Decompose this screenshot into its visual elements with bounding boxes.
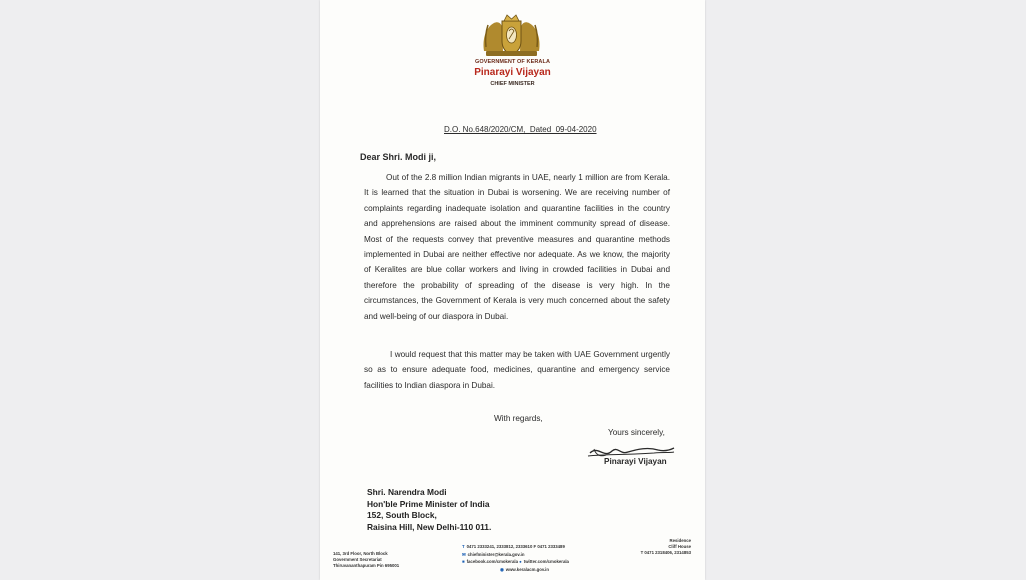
footer-office-line-2: Government Secretariat [333,557,382,562]
chief-minister-title: CHIEF MINISTER [490,81,535,87]
salutation: Dear Shri. Modi ji, [360,152,437,162]
footer-office-line-1: 141, 3rd Floor, North Block [333,551,388,556]
letter-page [320,0,705,580]
body-paragraph-1: Out of the 2.8 million Indian migrants in UAE, nearly 1 million are from Kerala. It is learned that the situation in Dubai is worsening. We are receiving number of complaints regarding inadequate isolation and quarantine facilities in the country and apprehensions are raised about the imminent community spread of disease. Most of the requests convey that preventive measures and quarantine methods implemented in Dubai are neither effective nor adequate. As we know, the majority of Keralites are blue collar workers and living in crowded facilities in Dubai and therefore the probability of spreading of the disease is very high. In the circumstances, the Government of Kerala is very much concerned about the safety and well-being of our diaspora in Dubai. [364,173,670,321]
addressee-address-line-2: Raisina Hill, New Delhi-110 011. [367,521,492,532]
footer-residence-line-1: Residence [669,538,691,543]
footer-social: ■ facebook.com/cmokerala ● twitter.com/cmokerala [462,559,569,564]
addressee-name: Shri. Narendra Modi [367,487,447,497]
footer-office-address [333,551,399,569]
addressee-address-line-1: 152, South Block, [367,510,437,521]
chief-minister-name: Pinarayi Vijayan [474,67,551,78]
body-paragraph-2: I would request that this matter may be taken with UAE Government urgently so as to ensure adequate food, medicines, quarantine and emergency service facilities to Indian diaspora in Dubai. [364,350,670,390]
addressee-designation: Hon'ble Prime Minister of India [367,498,490,509]
footer-residence-line-2: Cliff House [668,544,691,549]
footer-web: ◉ www.keralacm.gov.in [500,566,549,572]
government-label: GOVERNMENT OF KERALA [474,59,551,65]
twitter-icon: ● [519,559,522,564]
kerala-emblem-icon [480,11,543,59]
footer-office-line-3: Thiruvananthapuram Pin 695001 [333,563,400,568]
signer-name: Pinarayi Vijayan [604,457,667,466]
footer-email: ✉ chiefminister@kerala.gov.in [462,551,525,557]
facebook-icon: ■ [462,559,465,564]
phone-icon: T [462,544,465,549]
footer-contact [462,543,569,573]
footer-residence [641,538,691,556]
reference-number: D.O. No.648/2020/CM, Dated 09-04-2020 [444,125,597,134]
closing-regards: With regards, [494,414,543,423]
footer-residence-line-3: T 0471 2318406, 2314853 [640,550,691,555]
addressee-block [367,487,491,533]
closing-sincerely: Yours sincerely, [608,428,665,437]
footer-phone: T 0471 2333241, 2333812, 2333610 F 0471 2333489 [462,544,565,549]
email-icon: ✉ [462,551,466,557]
web-icon: ◉ [500,566,504,572]
